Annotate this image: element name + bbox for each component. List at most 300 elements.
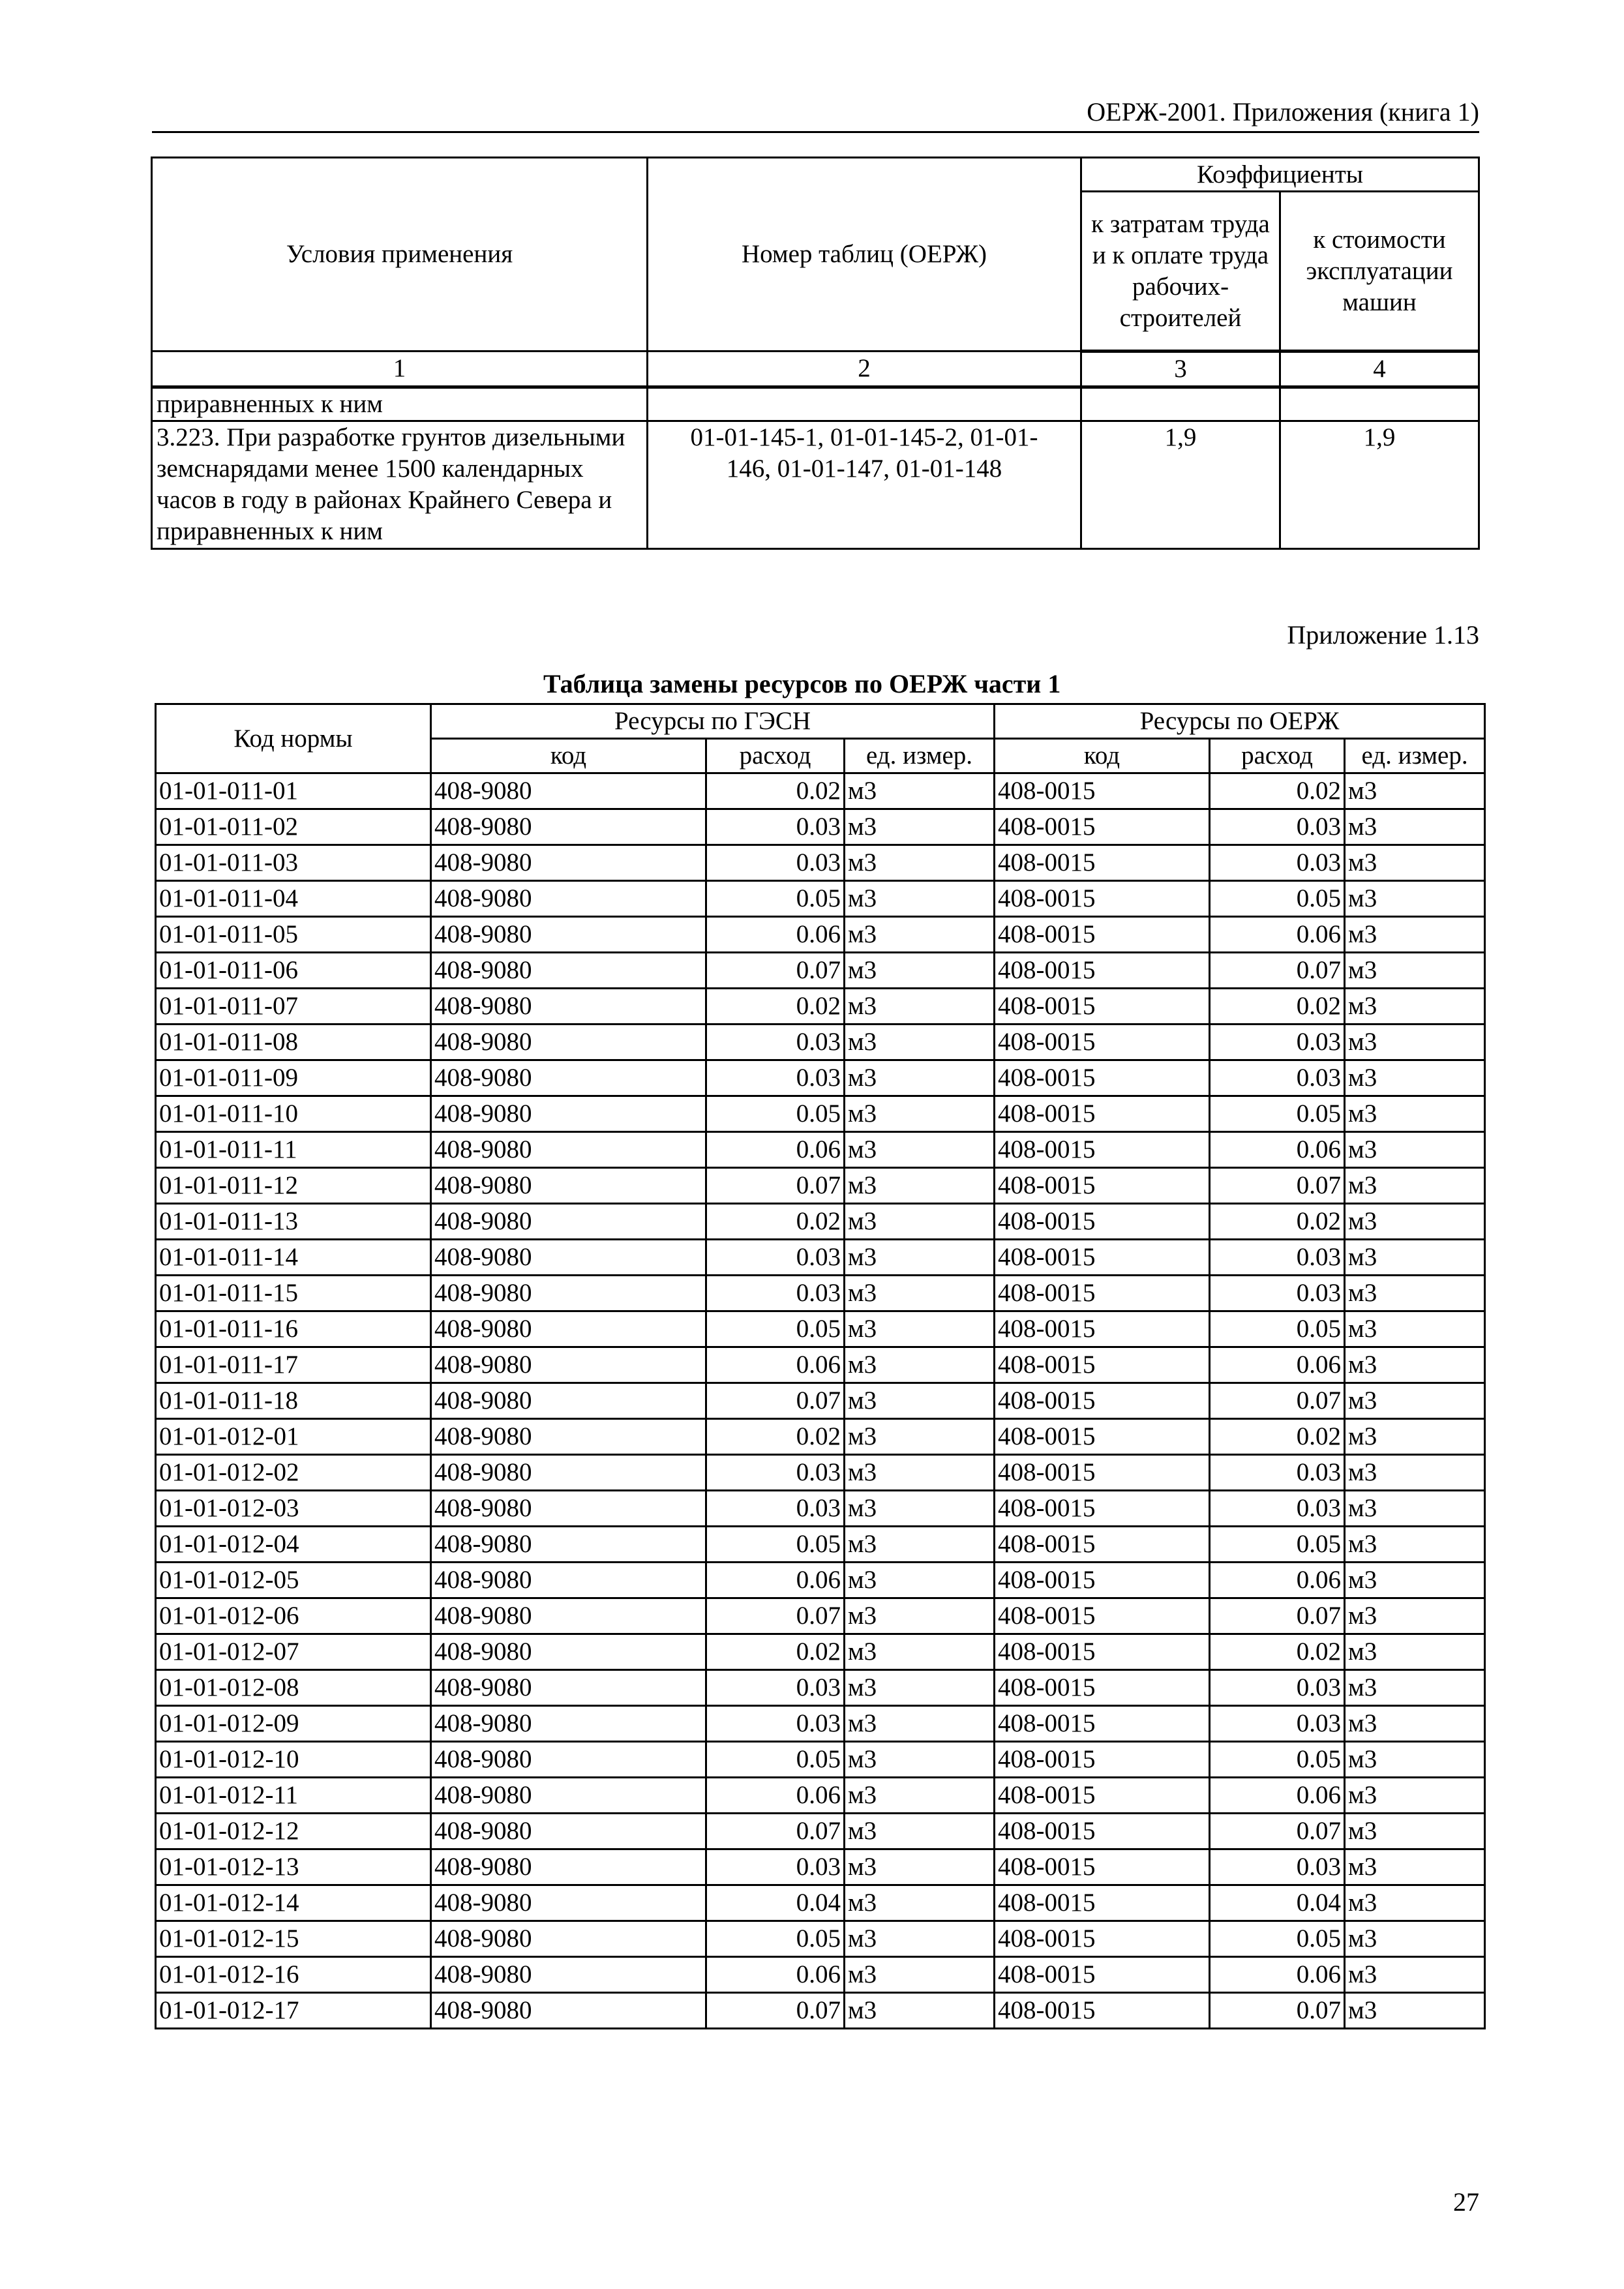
oerzh-code-cell: 408-0015	[995, 1670, 1210, 1706]
gesn-unit-cell: м3	[845, 1311, 995, 1347]
gesn-consumption-cell: 0.03	[706, 1025, 845, 1060]
table-row	[156, 1563, 1485, 1598]
oerzh-consumption-cell: 0.06	[1210, 1957, 1345, 1993]
oerzh-code-cell: 408-0015	[995, 773, 1210, 809]
table-row	[156, 1060, 1485, 1096]
oerzh-consumption-cell: 0.05	[1210, 1096, 1345, 1132]
oerzh-code-cell: 408-0015	[995, 881, 1210, 917]
header-gesn-unit: ед. измер.	[845, 739, 995, 773]
gesn-unit-cell: м3	[845, 1347, 995, 1383]
gesn-code-cell: 408-9080	[431, 1204, 706, 1240]
oerzh-code-cell: 408-0015	[995, 1527, 1210, 1563]
gesn-code-cell: 408-9080	[431, 1670, 706, 1706]
norm-code-cell: 01-01-011-15	[156, 1276, 431, 1311]
running-header	[152, 91, 1479, 133]
oerzh-code-cell: 408-0015	[995, 1921, 1210, 1957]
gesn-consumption-cell: 0.07	[706, 1993, 845, 2029]
table-row	[156, 1132, 1485, 1168]
table-row	[156, 1527, 1485, 1563]
oerzh-code-cell: 408-0015	[995, 1598, 1210, 1634]
oerzh-code-cell: 408-0015	[995, 1096, 1210, 1132]
oerzh-consumption-cell: 0.03	[1210, 1706, 1345, 1742]
oerzh-code-cell: 408-0015	[995, 1168, 1210, 1204]
gesn-code-cell: 408-9080	[431, 917, 706, 953]
gesn-consumption-cell: 0.03	[706, 809, 845, 845]
norm-code-cell: 01-01-011-04	[156, 881, 431, 917]
header-coefficients: Коэффициенты	[1081, 158, 1479, 192]
gesn-code-cell: 408-9080	[431, 1957, 706, 1993]
gesn-code-cell: 408-9080	[431, 1527, 706, 1563]
oerzh-unit-cell: м3	[1345, 1132, 1485, 1168]
oerzh-unit-cell: м3	[1345, 1347, 1485, 1383]
norm-code-cell: 01-01-012-16	[156, 1957, 431, 1993]
column-number: 3	[1081, 352, 1280, 387]
table-row	[152, 421, 1479, 549]
gesn-code-cell: 408-9080	[431, 1921, 706, 1957]
oerzh-consumption-cell: 0.07	[1210, 1814, 1345, 1849]
oerzh-code-cell: 408-0015	[995, 1060, 1210, 1096]
table-row	[156, 773, 1485, 809]
oerzh-consumption-cell: 0.04	[1210, 1885, 1345, 1921]
oerzh-unit-cell: м3	[1345, 1311, 1485, 1347]
gesn-code-cell: 408-9080	[431, 1491, 706, 1527]
oerzh-unit-cell: м3	[1345, 1096, 1485, 1132]
gesn-code-cell: 408-9080	[431, 1455, 706, 1491]
header-oerzh-code: код	[995, 739, 1210, 773]
norm-code-cell: 01-01-011-08	[156, 1025, 431, 1060]
oerzh-consumption-cell: 0.02	[1210, 773, 1345, 809]
header-oerzh-consumption: расход	[1210, 739, 1345, 773]
gesn-unit-cell: м3	[845, 1849, 995, 1885]
gesn-consumption-cell: 0.05	[706, 1921, 845, 1957]
norm-code-cell: 01-01-011-09	[156, 1060, 431, 1096]
oerzh-code-cell: 408-0015	[995, 1491, 1210, 1527]
gesn-code-cell: 408-9080	[431, 773, 706, 809]
gesn-unit-cell: м3	[845, 917, 995, 953]
oerzh-unit-cell: м3	[1345, 1921, 1485, 1957]
oerzh-unit-cell: м3	[1345, 1598, 1485, 1634]
oerzh-code-cell: 408-0015	[995, 1563, 1210, 1598]
resource-table-body	[156, 773, 1485, 2029]
oerzh-unit-cell: м3	[1345, 1060, 1485, 1096]
norm-code-cell: 01-01-012-05	[156, 1563, 431, 1598]
table-row	[156, 1814, 1485, 1849]
gesn-code-cell: 408-9080	[431, 809, 706, 845]
header-labor-coeff: к затратам труда и к оплате труда рабочих-строителей	[1081, 192, 1280, 352]
gesn-consumption-cell: 0.02	[706, 773, 845, 809]
oerzh-consumption-cell: 0.07	[1210, 1993, 1345, 2029]
oerzh-consumption-cell: 0.02	[1210, 1204, 1345, 1240]
oerzh-unit-cell: м3	[1345, 1455, 1485, 1491]
norm-code-cell: 01-01-012-01	[156, 1419, 431, 1455]
oerzh-consumption-cell: 0.02	[1210, 989, 1345, 1025]
table-row	[156, 953, 1485, 989]
gesn-unit-cell: м3	[845, 1060, 995, 1096]
gesn-consumption-cell: 0.06	[706, 917, 845, 953]
table-row	[156, 1957, 1485, 1993]
table-row	[156, 809, 1485, 845]
oerzh-unit-cell: м3	[1345, 1419, 1485, 1455]
gesn-code-cell: 408-9080	[431, 1347, 706, 1383]
table-row	[156, 1347, 1485, 1383]
gesn-consumption-cell: 0.06	[706, 1778, 845, 1814]
coefficients-table	[151, 157, 1480, 550]
norm-code-cell: 01-01-012-08	[156, 1670, 431, 1706]
running-header-title: ОЕРЖ-2001. Приложения (книга 1)	[1087, 97, 1479, 127]
table-row	[156, 1634, 1485, 1670]
machine-coeff-cell	[1280, 387, 1479, 421]
page-number: 27	[1453, 2187, 1479, 2217]
column-number: 2	[648, 352, 1081, 387]
oerzh-consumption-cell: 0.07	[1210, 953, 1345, 989]
gesn-unit-cell: м3	[845, 1670, 995, 1706]
gesn-unit-cell: м3	[845, 1240, 995, 1276]
oerzh-unit-cell: м3	[1345, 1706, 1485, 1742]
gesn-unit-cell: м3	[845, 809, 995, 845]
oerzh-unit-cell: м3	[1345, 773, 1485, 809]
gesn-code-cell: 408-9080	[431, 1060, 706, 1096]
oerzh-code-cell: 408-0015	[995, 1742, 1210, 1778]
gesn-unit-cell: м3	[845, 1706, 995, 1742]
table-row	[156, 1311, 1485, 1347]
gesn-consumption-cell: 0.07	[706, 1598, 845, 1634]
oerzh-consumption-cell: 0.03	[1210, 809, 1345, 845]
header-conditions: Условия применения	[152, 158, 648, 352]
gesn-unit-cell: м3	[845, 1419, 995, 1455]
gesn-code-cell: 408-9080	[431, 1563, 706, 1598]
norm-code-cell: 01-01-011-17	[156, 1347, 431, 1383]
gesn-code-cell: 408-9080	[431, 1419, 706, 1455]
norm-code-cell: 01-01-012-03	[156, 1491, 431, 1527]
norm-code-cell: 01-01-011-10	[156, 1096, 431, 1132]
table-row	[156, 917, 1485, 953]
table-row	[156, 1778, 1485, 1814]
gesn-consumption-cell: 0.06	[706, 1563, 845, 1598]
resource-replacement-table	[155, 703, 1486, 2029]
gesn-consumption-cell: 0.03	[706, 1491, 845, 1527]
norm-code-cell: 01-01-011-18	[156, 1383, 431, 1419]
oerzh-consumption-cell: 0.03	[1210, 1025, 1345, 1060]
oerzh-unit-cell: м3	[1345, 1276, 1485, 1311]
oerzh-code-cell: 408-0015	[995, 953, 1210, 989]
resource-header-row-1	[156, 704, 1485, 739]
oerzh-code-cell: 408-0015	[995, 1455, 1210, 1491]
oerzh-consumption-cell: 0.03	[1210, 845, 1345, 881]
gesn-consumption-cell: 0.02	[706, 1634, 845, 1670]
oerzh-consumption-cell: 0.05	[1210, 881, 1345, 917]
norm-code-cell: 01-01-012-04	[156, 1527, 431, 1563]
gesn-consumption-cell: 0.05	[706, 1096, 845, 1132]
table-row	[156, 1491, 1485, 1527]
gesn-unit-cell: м3	[845, 1455, 995, 1491]
gesn-unit-cell: м3	[845, 1527, 995, 1563]
norm-code-cell: 01-01-011-16	[156, 1311, 431, 1347]
table-row	[156, 1993, 1485, 2029]
column-number: 4	[1280, 352, 1479, 387]
header-oerzh-resources: Ресурсы по ОЕРЖ	[995, 704, 1485, 739]
gesn-code-cell: 408-9080	[431, 1311, 706, 1347]
table-row	[156, 1670, 1485, 1706]
gesn-consumption-cell: 0.07	[706, 1814, 845, 1849]
machine-coeff-cell: 1,9	[1280, 421, 1479, 549]
norm-code-cell: 01-01-011-06	[156, 953, 431, 989]
oerzh-consumption-cell: 0.06	[1210, 1132, 1345, 1168]
oerzh-code-cell: 408-0015	[995, 1383, 1210, 1419]
oerzh-unit-cell: м3	[1345, 1670, 1485, 1706]
gesn-consumption-cell: 0.04	[706, 1885, 845, 1921]
norm-code-cell: 01-01-012-12	[156, 1814, 431, 1849]
gesn-consumption-cell: 0.03	[706, 1240, 845, 1276]
table-row	[156, 1598, 1485, 1634]
gesn-consumption-cell: 0.03	[706, 1276, 845, 1311]
norm-code-cell: 01-01-012-06	[156, 1598, 431, 1634]
gesn-unit-cell: м3	[845, 1096, 995, 1132]
tables-cell	[648, 387, 1081, 421]
oerzh-code-cell: 408-0015	[995, 809, 1210, 845]
table-row	[156, 1742, 1485, 1778]
gesn-consumption-cell: 0.02	[706, 1204, 845, 1240]
norm-code-cell: 01-01-012-15	[156, 1921, 431, 1957]
oerzh-consumption-cell: 0.05	[1210, 1527, 1345, 1563]
oerzh-consumption-cell: 0.03	[1210, 1276, 1345, 1311]
oerzh-unit-cell: м3	[1345, 1849, 1485, 1885]
gesn-unit-cell: м3	[845, 845, 995, 881]
gesn-consumption-cell: 0.03	[706, 1706, 845, 1742]
oerzh-consumption-cell: 0.02	[1210, 1419, 1345, 1455]
oerzh-unit-cell: м3	[1345, 1885, 1485, 1921]
norm-code-cell: 01-01-012-17	[156, 1993, 431, 2029]
gesn-code-cell: 408-9080	[431, 953, 706, 989]
gesn-unit-cell: м3	[845, 953, 995, 989]
oerzh-unit-cell: м3	[1345, 953, 1485, 989]
conditions-cell: приравненных к ним	[152, 387, 648, 421]
oerzh-code-cell: 408-0015	[995, 1204, 1210, 1240]
gesn-unit-cell: м3	[845, 1885, 995, 1921]
table-row	[156, 1383, 1485, 1419]
table-row	[152, 387, 1479, 421]
gesn-unit-cell: м3	[845, 1168, 995, 1204]
oerzh-consumption-cell: 0.05	[1210, 1742, 1345, 1778]
table-row	[156, 1455, 1485, 1491]
appendix-label: Приложение 1.13	[1287, 620, 1479, 650]
gesn-code-cell: 408-9080	[431, 1742, 706, 1778]
oerzh-code-cell: 408-0015	[995, 1634, 1210, 1670]
header-machine-coeff: к стоимости эксплуатации машин	[1280, 192, 1479, 352]
gesn-consumption-cell: 0.07	[706, 1168, 845, 1204]
gesn-unit-cell: м3	[845, 773, 995, 809]
gesn-code-cell: 408-9080	[431, 989, 706, 1025]
oerzh-unit-cell: м3	[1345, 917, 1485, 953]
gesn-consumption-cell: 0.07	[706, 953, 845, 989]
table-row	[156, 1240, 1485, 1276]
norm-code-cell: 01-01-011-05	[156, 917, 431, 953]
gesn-consumption-cell: 0.03	[706, 1849, 845, 1885]
oerzh-code-cell: 408-0015	[995, 1311, 1210, 1347]
oerzh-code-cell: 408-0015	[995, 1778, 1210, 1814]
norm-code-cell: 01-01-011-11	[156, 1132, 431, 1168]
oerzh-unit-cell: м3	[1345, 1742, 1485, 1778]
oerzh-unit-cell: м3	[1345, 1383, 1485, 1419]
gesn-unit-cell: м3	[845, 1563, 995, 1598]
table-row	[156, 1276, 1485, 1311]
gesn-consumption-cell: 0.03	[706, 1670, 845, 1706]
gesn-code-cell: 408-9080	[431, 881, 706, 917]
oerzh-code-cell: 408-0015	[995, 1240, 1210, 1276]
oerzh-unit-cell: м3	[1345, 1993, 1485, 2029]
table-row	[156, 989, 1485, 1025]
oerzh-unit-cell: м3	[1345, 1491, 1485, 1527]
gesn-unit-cell: м3	[845, 1814, 995, 1849]
table-row	[156, 1168, 1485, 1204]
oerzh-consumption-cell: 0.02	[1210, 1634, 1345, 1670]
gesn-consumption-cell: 0.02	[706, 989, 845, 1025]
gesn-consumption-cell: 0.03	[706, 845, 845, 881]
norm-code-cell: 01-01-011-14	[156, 1240, 431, 1276]
gesn-unit-cell: м3	[845, 1491, 995, 1527]
norm-code-cell: 01-01-012-09	[156, 1706, 431, 1742]
oerzh-consumption-cell: 0.03	[1210, 1455, 1345, 1491]
gesn-code-cell: 408-9080	[431, 1276, 706, 1311]
oerzh-consumption-cell: 0.03	[1210, 1491, 1345, 1527]
norm-code-cell: 01-01-011-01	[156, 773, 431, 809]
tables-cell: 01-01-145-1, 01-01-145-2, 01-01-146, 01-01-147, 01-01-148	[648, 421, 1081, 549]
gesn-code-cell: 408-9080	[431, 1598, 706, 1634]
table-row	[156, 1419, 1485, 1455]
oerzh-code-cell: 408-0015	[995, 845, 1210, 881]
labor-coeff-cell: 1,9	[1081, 421, 1280, 549]
gesn-consumption-cell: 0.03	[706, 1455, 845, 1491]
gesn-code-cell: 408-9080	[431, 1706, 706, 1742]
gesn-consumption-cell: 0.07	[706, 1383, 845, 1419]
gesn-unit-cell: м3	[845, 881, 995, 917]
gesn-consumption-cell: 0.03	[706, 1060, 845, 1096]
oerzh-consumption-cell: 0.03	[1210, 1060, 1345, 1096]
norm-code-cell: 01-01-012-10	[156, 1742, 431, 1778]
oerzh-code-cell: 408-0015	[995, 917, 1210, 953]
gesn-consumption-cell: 0.06	[706, 1132, 845, 1168]
oerzh-consumption-cell: 0.06	[1210, 917, 1345, 953]
gesn-code-cell: 408-9080	[431, 1778, 706, 1814]
gesn-consumption-cell: 0.06	[706, 1347, 845, 1383]
oerzh-unit-cell: м3	[1345, 1240, 1485, 1276]
table-row	[156, 1885, 1485, 1921]
norm-code-cell: 01-01-012-14	[156, 1885, 431, 1921]
oerzh-unit-cell: м3	[1345, 1563, 1485, 1598]
norm-code-cell: 01-01-011-13	[156, 1204, 431, 1240]
oerzh-unit-cell: м3	[1345, 1778, 1485, 1814]
gesn-unit-cell: м3	[845, 1204, 995, 1240]
gesn-code-cell: 408-9080	[431, 845, 706, 881]
oerzh-code-cell: 408-0015	[995, 1347, 1210, 1383]
oerzh-code-cell: 408-0015	[995, 1025, 1210, 1060]
oerzh-code-cell: 408-0015	[995, 1132, 1210, 1168]
oerzh-unit-cell: м3	[1345, 1025, 1485, 1060]
oerzh-unit-cell: м3	[1345, 989, 1485, 1025]
header-gesn-resources: Ресурсы по ГЭСН	[431, 704, 995, 739]
column-numbers-row	[152, 352, 1479, 387]
header-table-numbers: Номер таблиц (ОЕРЖ)	[648, 158, 1081, 352]
table-row	[156, 1921, 1485, 1957]
gesn-consumption-cell: 0.02	[706, 1419, 845, 1455]
table-row	[156, 1025, 1485, 1060]
coefficients-header-row-1	[152, 158, 1479, 192]
oerzh-code-cell: 408-0015	[995, 1276, 1210, 1311]
table-row	[156, 1706, 1485, 1742]
gesn-unit-cell: м3	[845, 1276, 995, 1311]
norm-code-cell: 01-01-011-12	[156, 1168, 431, 1204]
oerzh-unit-cell: м3	[1345, 809, 1485, 845]
oerzh-code-cell: 408-0015	[995, 1706, 1210, 1742]
gesn-unit-cell: м3	[845, 1634, 995, 1670]
oerzh-unit-cell: м3	[1345, 1814, 1485, 1849]
gesn-consumption-cell: 0.06	[706, 1957, 845, 1993]
gesn-code-cell: 408-9080	[431, 1885, 706, 1921]
labor-coeff-cell	[1081, 387, 1280, 421]
oerzh-consumption-cell: 0.05	[1210, 1921, 1345, 1957]
oerzh-code-cell: 408-0015	[995, 1993, 1210, 2029]
oerzh-consumption-cell: 0.07	[1210, 1598, 1345, 1634]
gesn-unit-cell: м3	[845, 1957, 995, 1993]
oerzh-unit-cell: м3	[1345, 1168, 1485, 1204]
conditions-cell: 3.223. При разработке грунтов дизельными земснарядами менее 1500 календарных часов в году в районах Крайнего Севера и приравненных к ним	[152, 421, 648, 549]
gesn-code-cell: 408-9080	[431, 1240, 706, 1276]
gesn-code-cell: 408-9080	[431, 1993, 706, 2029]
oerzh-consumption-cell: 0.06	[1210, 1778, 1345, 1814]
table-title: Таблица замены ресурсов по ОЕРЖ части 1	[543, 669, 1061, 698]
oerzh-code-cell: 408-0015	[995, 989, 1210, 1025]
gesn-code-cell: 408-9080	[431, 1132, 706, 1168]
gesn-consumption-cell: 0.05	[706, 1311, 845, 1347]
oerzh-consumption-cell: 0.07	[1210, 1383, 1345, 1419]
header-oerzh-unit: ед. измер.	[1345, 739, 1485, 773]
gesn-consumption-cell: 0.05	[706, 1742, 845, 1778]
header-gesn-code: код	[431, 739, 706, 773]
oerzh-consumption-cell: 0.06	[1210, 1563, 1345, 1598]
oerzh-unit-cell: м3	[1345, 845, 1485, 881]
gesn-unit-cell: м3	[845, 1778, 995, 1814]
gesn-unit-cell: м3	[845, 1993, 995, 2029]
table-row	[156, 1849, 1485, 1885]
header-gesn-consumption: расход	[706, 739, 845, 773]
gesn-code-cell: 408-9080	[431, 1383, 706, 1419]
column-number: 1	[152, 352, 648, 387]
gesn-code-cell: 408-9080	[431, 1849, 706, 1885]
oerzh-consumption-cell: 0.05	[1210, 1311, 1345, 1347]
oerzh-consumption-cell: 0.03	[1210, 1670, 1345, 1706]
oerzh-unit-cell: м3	[1345, 1204, 1485, 1240]
gesn-unit-cell: м3	[845, 1598, 995, 1634]
table-row	[156, 881, 1485, 917]
gesn-unit-cell: м3	[845, 1921, 995, 1957]
gesn-code-cell: 408-9080	[431, 1634, 706, 1670]
norm-code-cell: 01-01-011-02	[156, 809, 431, 845]
oerzh-code-cell: 408-0015	[995, 1957, 1210, 1993]
header-norm-code: Код нормы	[156, 704, 431, 773]
norm-code-cell: 01-01-012-07	[156, 1634, 431, 1670]
oerzh-unit-cell: м3	[1345, 1527, 1485, 1563]
gesn-unit-cell: м3	[845, 1383, 995, 1419]
oerzh-unit-cell: м3	[1345, 1634, 1485, 1670]
gesn-code-cell: 408-9080	[431, 1168, 706, 1204]
oerzh-code-cell: 408-0015	[995, 1814, 1210, 1849]
gesn-unit-cell: м3	[845, 1025, 995, 1060]
oerzh-unit-cell: м3	[1345, 1957, 1485, 1993]
norm-code-cell: 01-01-012-11	[156, 1778, 431, 1814]
gesn-unit-cell: м3	[845, 1132, 995, 1168]
gesn-unit-cell: м3	[845, 1742, 995, 1778]
gesn-code-cell: 408-9080	[431, 1025, 706, 1060]
gesn-code-cell: 408-9080	[431, 1096, 706, 1132]
